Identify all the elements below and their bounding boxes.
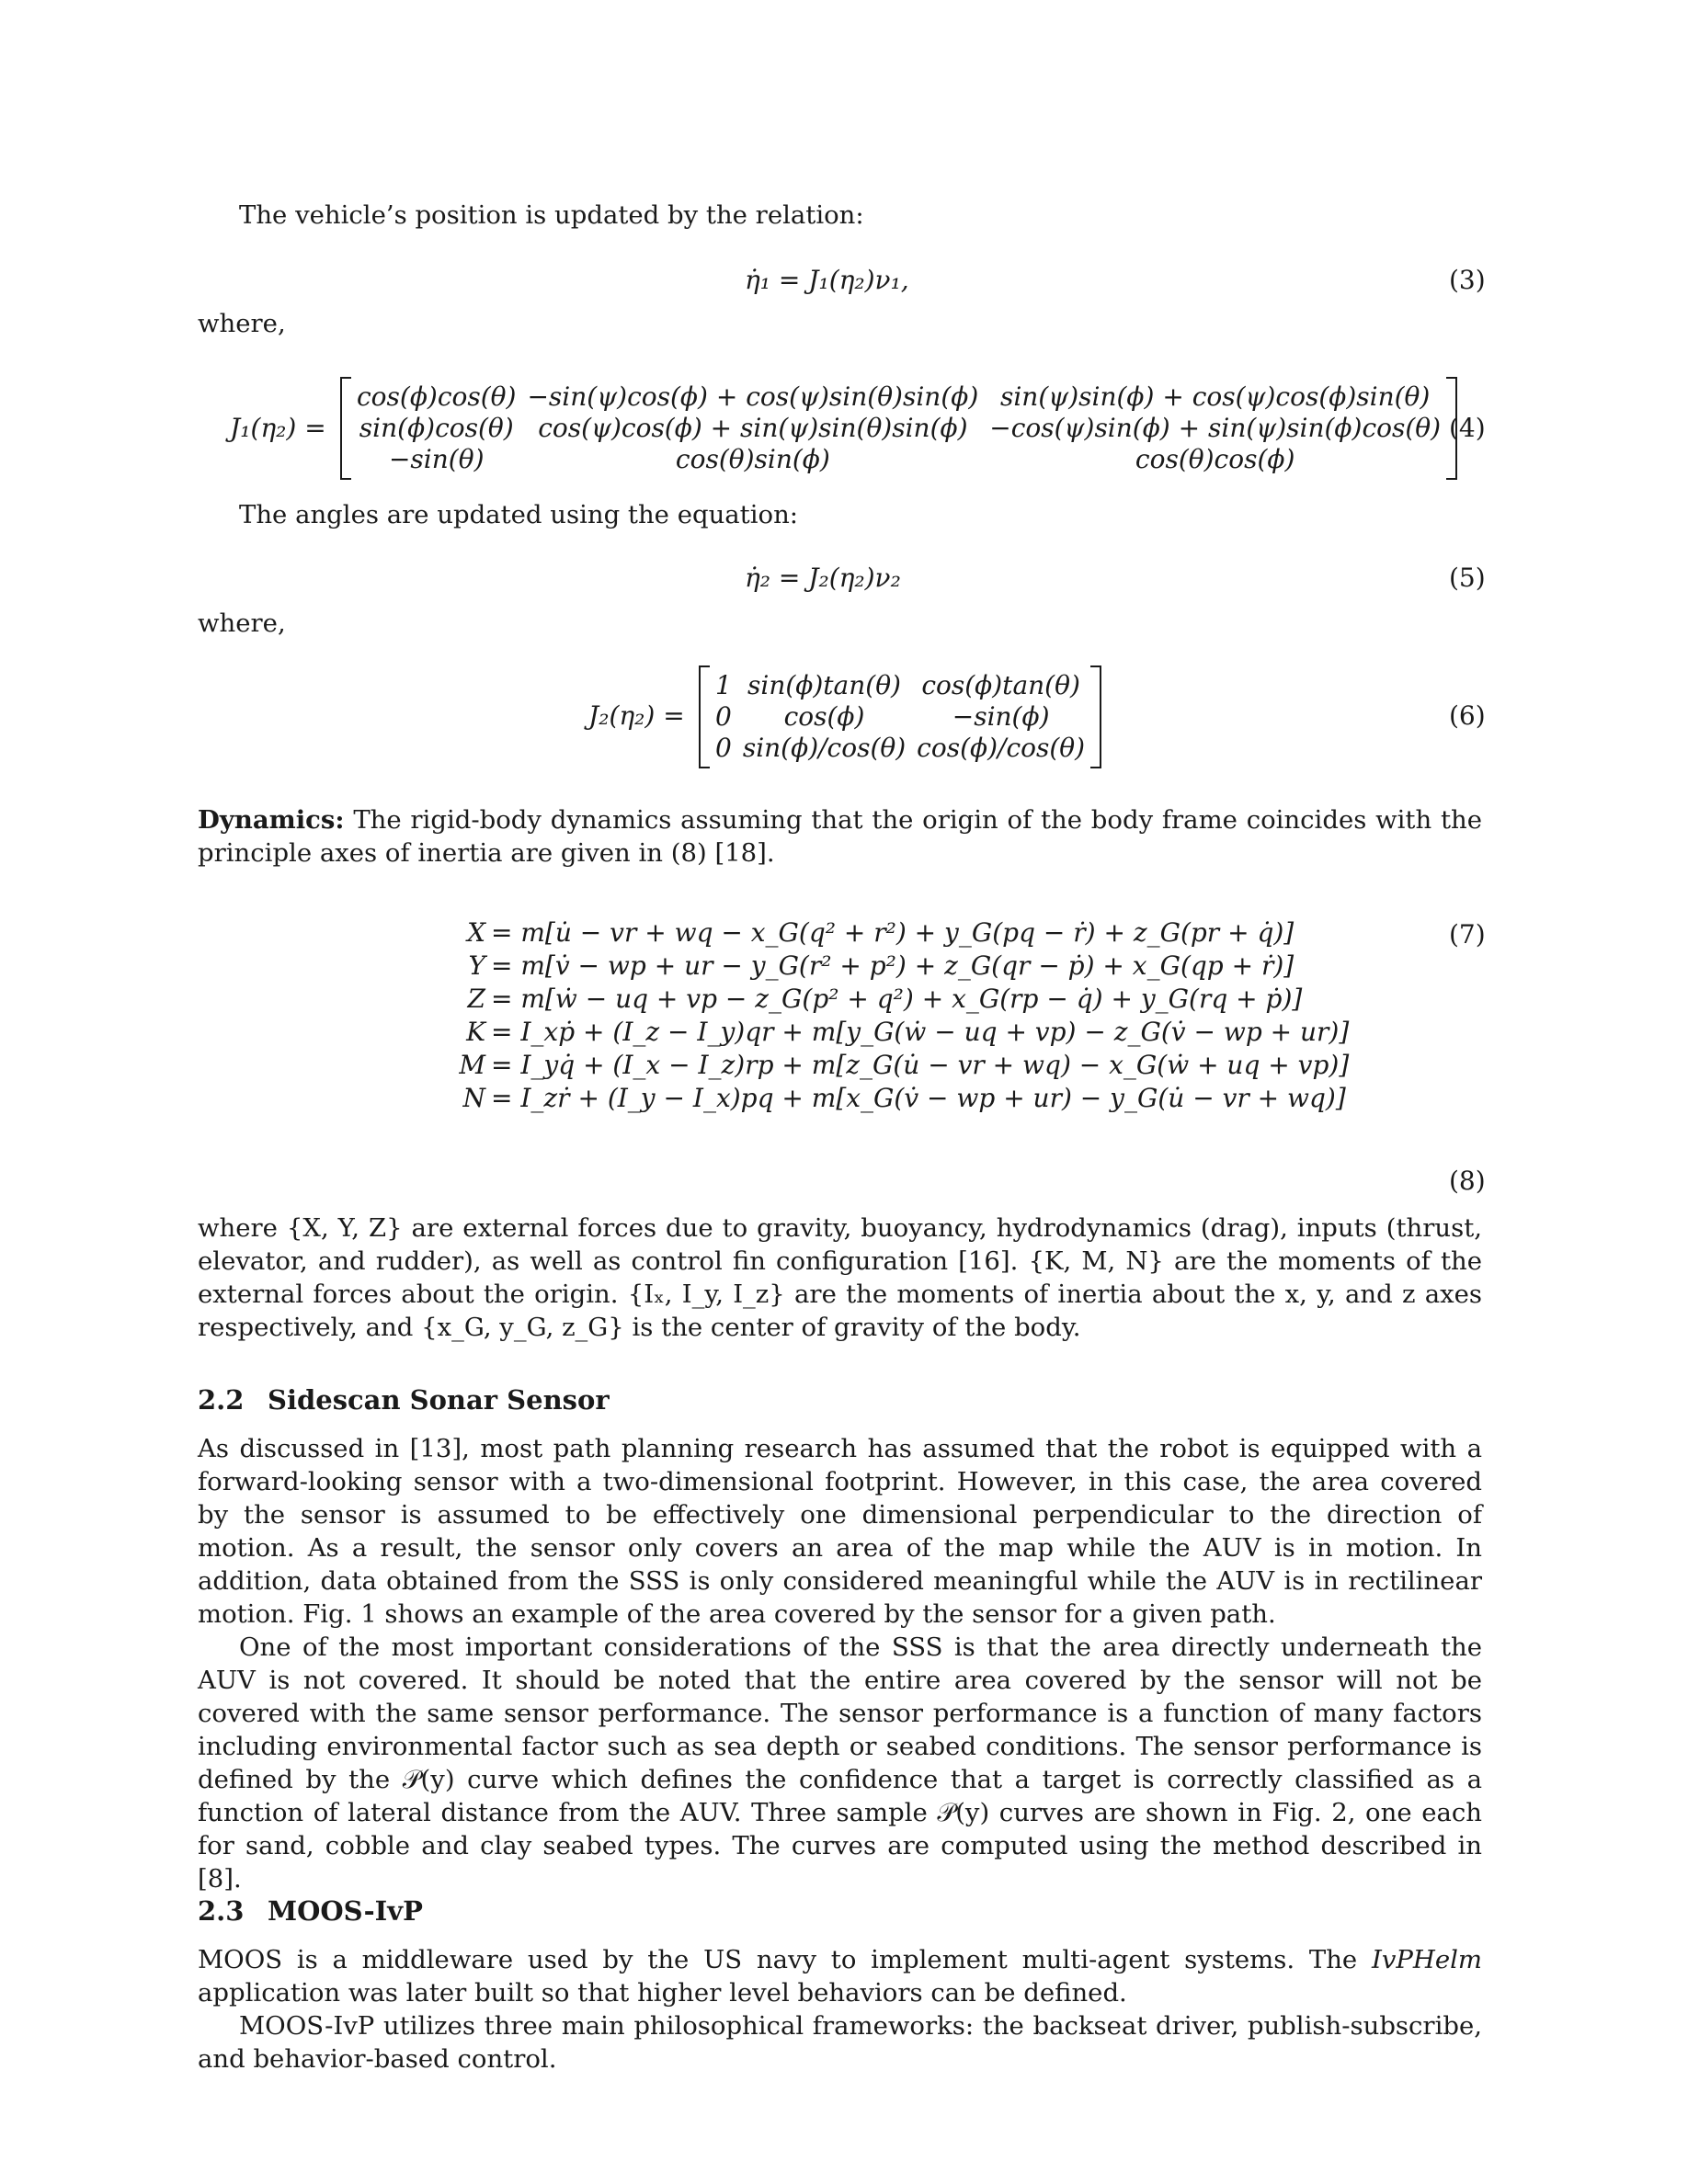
matrix-cell: −cos(ψ)sin(ϕ) + sin(ψ)sin(ϕ)cos(θ) <box>989 413 1442 443</box>
matrix-j2 <box>699 665 1101 768</box>
equation-5: η̇₂ = J₂(η₂)ν₂ <box>745 563 901 593</box>
dynamics-equation-row <box>441 982 1349 1015</box>
equation-lhs: N <box>462 1082 485 1113</box>
matrix-cell: 0 <box>715 701 732 732</box>
matrix-cell: −sin(θ) <box>388 444 485 474</box>
equation-3: η̇₁ = J₁(η₂)ν₁, <box>745 265 909 295</box>
matrix-j2-row <box>710 701 1090 733</box>
matrix-cell: sin(ϕ)/cos(θ) <box>742 733 907 763</box>
dynamics-equation-row <box>441 949 1349 982</box>
matrix-j2-right-bracket <box>1090 665 1101 768</box>
section-2-3-heading <box>198 1895 423 1927</box>
equation-lhs: X <box>467 916 485 948</box>
matrix-cell: cos(ψ)cos(ϕ) + sin(ψ)sin(θ)sin(ϕ) <box>538 413 968 443</box>
equation-lhs: Z <box>467 983 485 1014</box>
equation-rhs: = I_zṙ + (I_y − I_x)pq + m[x_G(v̇ − wp + ur) − y_G(u̇ − vr + wq)] <box>491 1082 1346 1113</box>
matrix-j2-row <box>710 733 1090 764</box>
matrix-cell: −sin(ψ)cos(ϕ) + cos(ψ)sin(θ)sin(ϕ) <box>527 381 979 412</box>
equation-4-number: (4) <box>1449 413 1486 443</box>
moos-text-post: application was later built so that higher level behaviors can be defined. <box>198 1978 1127 2008</box>
dynamics-equation-row <box>441 1081 1349 1114</box>
equation-rhs: = I_yq̇ + (I_x − I_z)rp + m[z_G(u̇ − vr + wq) − x_G(ẇ + uq + vp)] <box>491 1049 1350 1080</box>
equation-5-number: (5) <box>1449 563 1486 593</box>
matrix-j2-row <box>710 670 1090 701</box>
matrix-j1-row <box>351 413 1446 444</box>
moos-paragraph-1 <box>198 1943 1482 2009</box>
moos-text-pre: MOOS is a middleware used by the US navy to implement multi-agent systems. The <box>198 1945 1372 1974</box>
equation-8-number: (8) <box>1449 1166 1486 1196</box>
equation-rhs: = m[u̇ − vr + wq − x_G(q² + r²) + y_G(pq − ṙ) + z_G(pr + q̇)] <box>491 916 1295 948</box>
matrix-cell: sin(ϕ)cos(θ) <box>359 413 514 443</box>
intro-position-text: The vehicle’s position is updated by the relation: <box>239 200 864 230</box>
equation-lhs: M <box>459 1049 485 1080</box>
matrix-cell: 0 <box>715 733 732 763</box>
matrix-j1-row <box>351 444 1446 475</box>
dynamics-equation-row <box>441 916 1349 949</box>
matrix-cell: cos(ϕ)tan(θ) <box>921 670 1080 700</box>
equation-rhs: = m[ẇ − uq + vp − z_G(p² + q²) + x_G(rp − q̇) + y_G(rq + ṗ)] <box>491 983 1303 1014</box>
matrix-j1 <box>340 377 1457 480</box>
dynamics-text: The rigid-body dynamics assuming that the origin of the body frame coincides with the principle axes of inertia are given in (8) [18]. <box>198 805 1482 868</box>
matrix-j1-left-bracket <box>340 377 351 480</box>
matrix-cell: 1 <box>715 670 732 700</box>
dynamics-paragraph <box>198 803 1482 870</box>
equation-7-number: (7) <box>1449 919 1486 950</box>
section-number: 2.3 <box>198 1895 245 1927</box>
matrix-cell: cos(ϕ) <box>783 701 865 732</box>
matrix-cell: −sin(ϕ) <box>952 701 1050 732</box>
equation-4-lhs: J₁(η₂) = <box>230 413 326 443</box>
equation-3-number: (3) <box>1449 265 1486 295</box>
matrix-j2-table <box>710 670 1090 764</box>
matrix-cell: cos(θ)sin(ϕ) <box>675 444 830 474</box>
dynamics-equation-row <box>441 1048 1349 1081</box>
section-title: MOOS-IvP <box>268 1895 423 1927</box>
matrix-cell: sin(ψ)sin(ϕ) + cos(ψ)cos(ϕ)sin(θ) <box>999 381 1431 412</box>
equation-rhs: = m[v̇ − wp + ur − y_G(r² + p²) + z_G(qr − ṗ) + x_G(qp + ṙ)] <box>491 950 1295 981</box>
matrix-cell: cos(θ)cos(ϕ) <box>1135 444 1295 474</box>
where-label-2: where, <box>198 609 286 638</box>
dynamics-equations <box>441 916 1349 1114</box>
dynamics-equation-row <box>441 1015 1349 1048</box>
sss-paragraph-1: As discussed in [13], most path planning research has assumed that the robot is equipped with a forward-looking sensor with a two-dimensional footprint. However, in this case, the area covered by the sensor is assumed to be effectively one dimensional perpendicular to the direction of motion. As a result, the sensor only covers an area of the map while the AUV is in motion. In addition, data obtained from the SSS is only considered meaningful while the AUV is in rectilinear motion. Fig. 1 shows an example of the area covered by the sensor for a given path. <box>198 1434 1482 1629</box>
moos-paragraph-2: MOOS-IvP utilizes three main philosophical frameworks: the backseat driver, publish-subscribe, and behavior-based control. <box>198 2011 1482 2074</box>
intro-angles-text: The angles are updated using the equation: <box>239 500 799 529</box>
equation-lhs: Y <box>468 950 485 981</box>
equation-6-lhs: J₂(η₂) = <box>588 700 685 731</box>
matrix-j1-row <box>351 381 1446 413</box>
section-title: Sidescan Sonar Sensor <box>268 1384 610 1416</box>
sss-paragraph-2: One of the most important considerations of the SSS is that the area directly underneath the AUV is not covered. It should be noted that the entire area covered by the sensor will not be covered with the same sensor performance. The sensor performance is a function of many factors including environmental factor such as sea depth or seabed conditions. The sensor performance is defined by the 𝒫(y) curve which defines the confidence that a target is correctly classified as a function of lateral distance from the AUV. Three sample 𝒫(y) curves are shown in Fig. 2, one each for sand, cobble and clay seabed types. The curves are computed using the method described in [8]. <box>198 1632 1482 1894</box>
equation-lhs: K <box>466 1016 485 1047</box>
matrix-cell: sin(ϕ)tan(θ) <box>747 670 901 700</box>
equation-rhs: = I_xṗ + (I_z − I_y)qr + m[y_G(ẇ − uq + vp) − z_G(v̇ − wp + ur)] <box>491 1016 1350 1047</box>
dynamics-label: Dynamics: <box>198 805 345 835</box>
matrix-j2-left-bracket <box>699 665 710 768</box>
forces-paragraph: where {X, Y, Z} are external forces due to gravity, buoyancy, hydrodynamics (drag), inputs (thrust, elevator, and rudder), as well as control fin configuration [16]. {K, M, N} are the moments of the external forces about the origin. {Iₓ, I_y, I_z} are the moments of inertia about the x, y, and z axes respectively, and {x_G, y_G, z_G} is the center of gravity of the body. <box>198 1213 1482 1342</box>
equation-6-number: (6) <box>1449 700 1486 731</box>
where-label-1: where, <box>198 309 286 338</box>
matrix-cell: cos(ϕ)cos(θ) <box>357 381 517 412</box>
section-number: 2.2 <box>198 1384 245 1416</box>
ivphelm-term: IvPHelm <box>1371 1945 1482 1974</box>
matrix-cell: cos(ϕ)/cos(θ) <box>917 733 1086 763</box>
matrix-j1-table <box>351 381 1446 475</box>
section-2-2-heading <box>198 1384 610 1416</box>
